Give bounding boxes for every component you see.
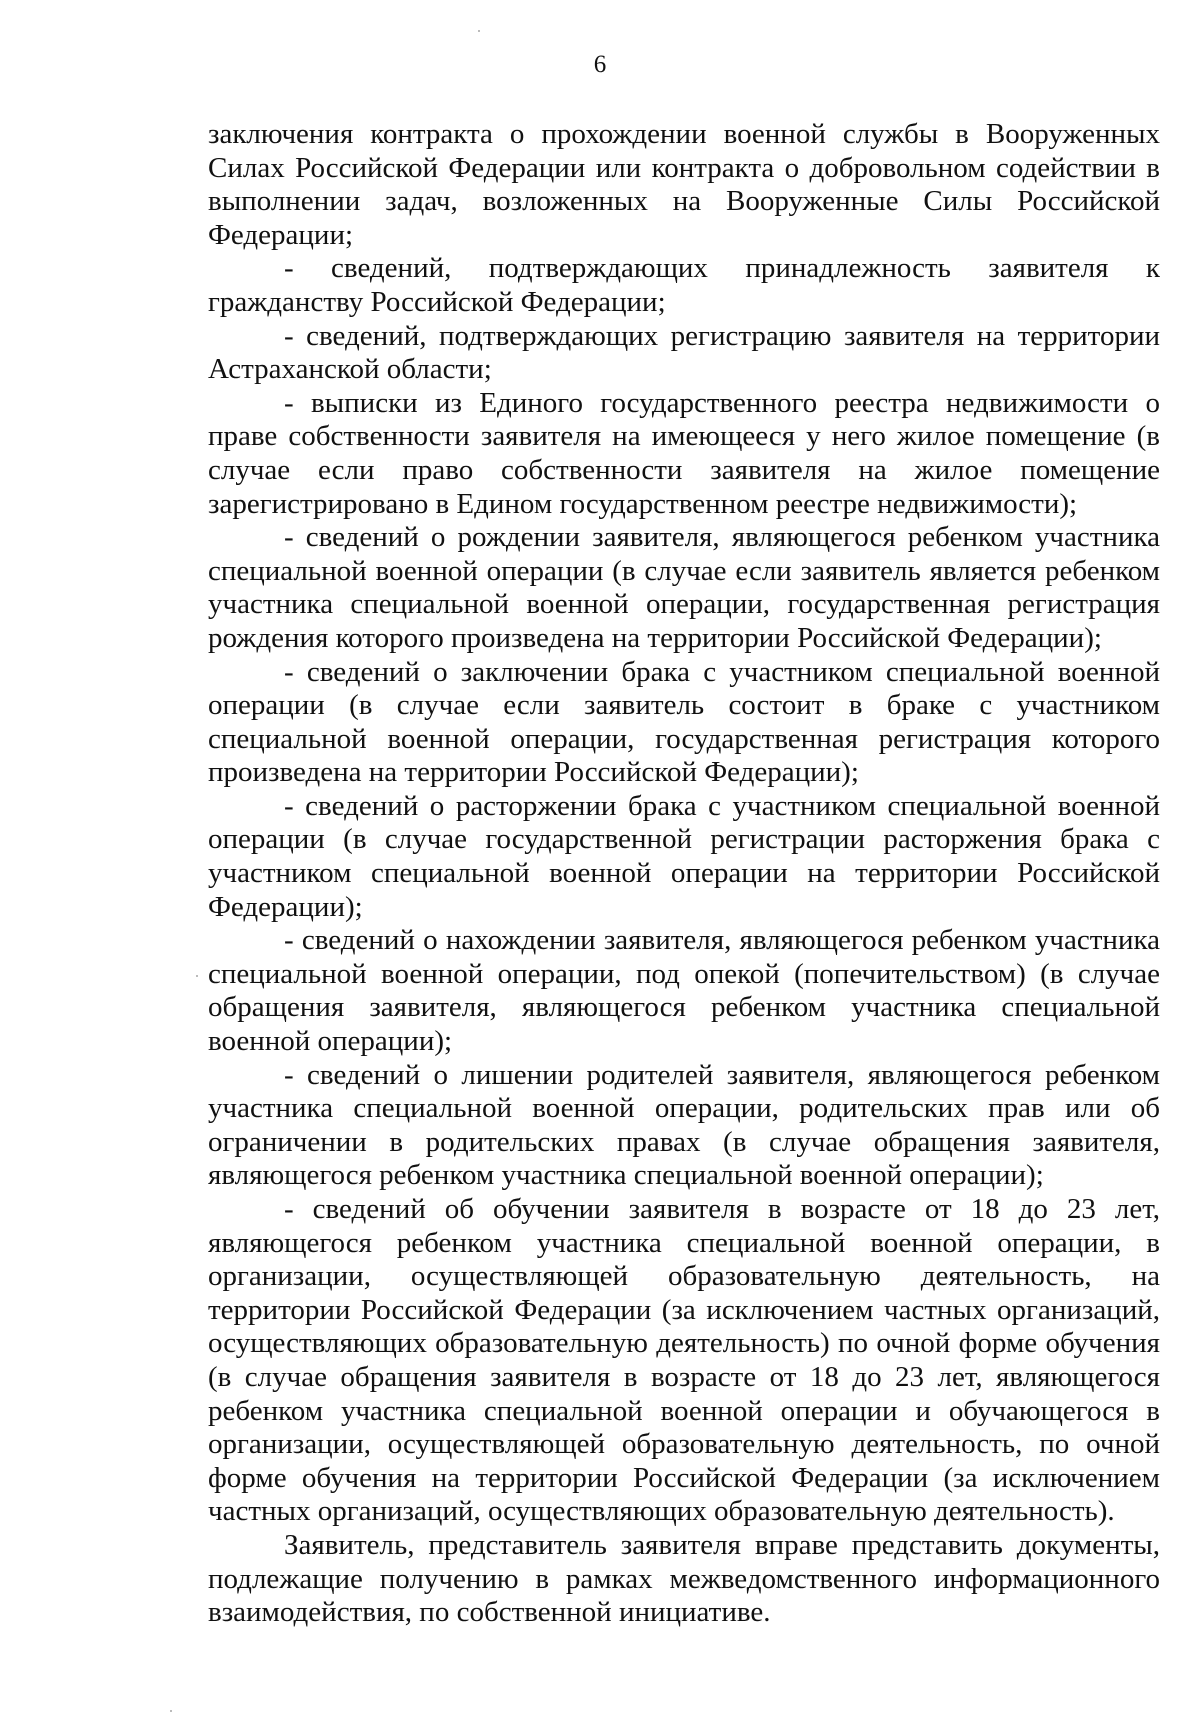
page-number: 6 <box>593 51 607 78</box>
document-body <box>208 118 1160 1630</box>
scan-speck <box>196 975 198 977</box>
paragraph: Заявитель, представитель заявителя вправе представить документы, подлежащие получению в рамках межведомственного информационного взаимодействия, по собственной инициативе. <box>208 1528 1160 1629</box>
scan-speck <box>170 1710 172 1712</box>
list-item: - сведений, подтверждающих принадлежность заявителя к гражданству Российской Федерации; <box>208 252 1160 318</box>
list-item: - сведений о заключении брака с участником специальной военной операции (в случае если заявитель состоит в браке с участником специальной военной операции, государственная регистрация которого произведена на территории Российской Федерации); <box>208 655 1160 789</box>
paragraph: заключения контракта о прохождении военной службы в Вооруженных Силах Российской Федерации или контракта о добровольном содействии в выполнении задач, возложенных на Вооруженные Силы Российской Федерации; <box>208 118 1160 251</box>
list-item: - выписки из Единого государственного реестра недвижимости о праве собственности заявителя на имеющееся у него жилое помещение (в случае если право собственности заявителя на жилое помещение зарегистрировано в Едином государственном реестре недвижимости); <box>208 386 1160 520</box>
list-item: - сведений об обучении заявителя в возрасте от 18 до 23 лет, являющегося ребенком участника специальной военной операции, в организации, осуществляющей образовательную деятельность, на территории Российской Федерации (за исключением частных организаций, осуществляющих образовательную деятельность) по очной форме обучения (в случае обращения заявителя в возрасте от 18 до 23 лет, являющегося ребенком участника специальной военной операции и обучающегося в организации, осуществляющей образовательную деятельность, по очной форме обучения на территории Российской Федерации (за исключением частных организаций, осуществляющих образовательную деятельность). <box>208 1193 1160 1528</box>
scan-speck <box>478 30 480 32</box>
list-item: - сведений о расторжении брака с участником специальной военной операции (в случае государственной регистрации расторжения брака с участником специальной военной операции на территории Российской Федерации); <box>208 789 1160 923</box>
list-item: - сведений о лишении родителей заявителя, являющегося ребенком участника специальной военной операции, родительских прав или об ограничении в родительских правах (в случае обращения заявителя, являющегося ребенком участника специальной военной операции); <box>208 1058 1160 1192</box>
list-item: - сведений, подтверждающих регистрацию заявителя на территории Астраханской области; <box>208 319 1160 386</box>
list-item: - сведений о рождении заявителя, являющегося ребенком участника специальной военной операции (в случае если заявитель является ребенком участника специальной военной операции, государственная регистрация рождения которого произведена на территории Российской Федерации); <box>208 521 1160 654</box>
list-item: - сведений о нахождении заявителя, являющегося ребенком участника специальной военной операции, под опекой (попечительством) (в случае обращения заявителя, являющегося ребенком участника специальной военной операции); <box>208 924 1160 1058</box>
